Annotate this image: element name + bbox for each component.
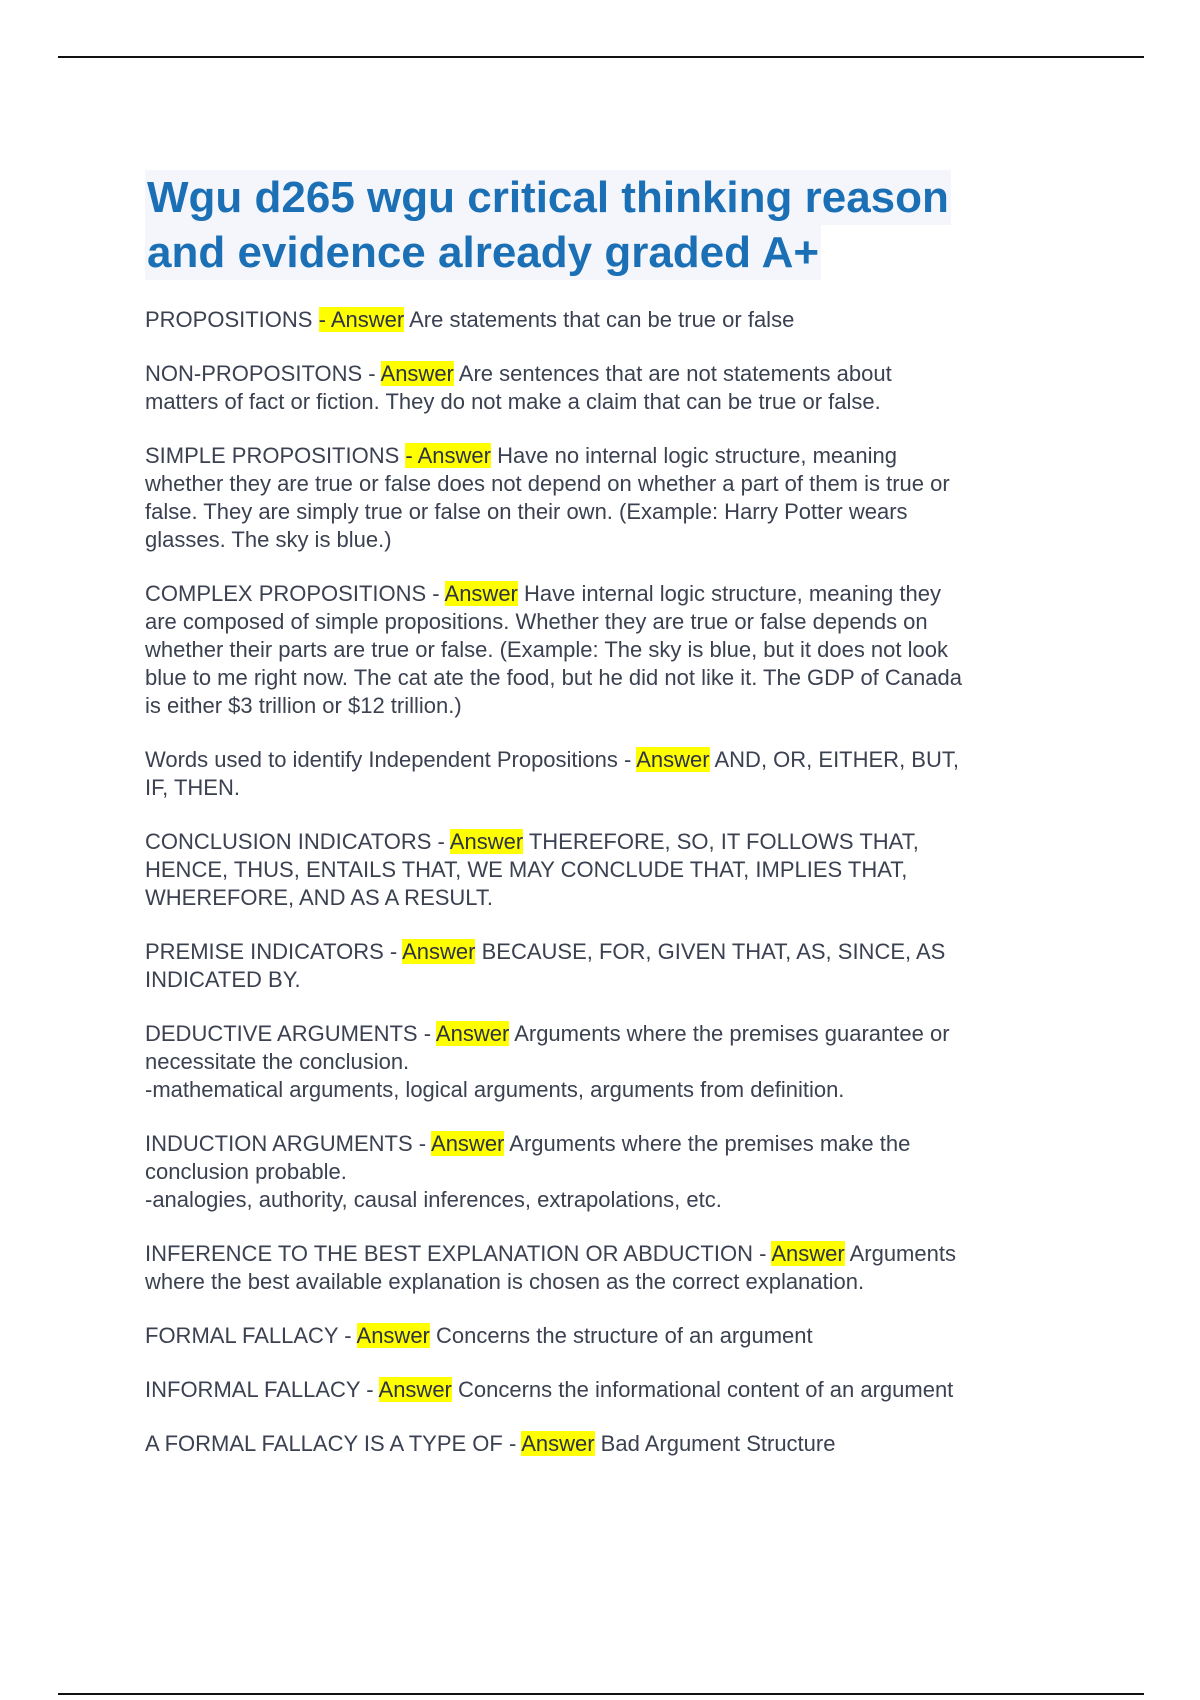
entry-term: PROPOSITIONS [145,307,319,332]
entry-term: DEDUCTIVE ARGUMENTS - [145,1021,436,1046]
answer-text: -analogies, authority, causal inferences, extrapolations, etc. [145,1187,722,1212]
qa-entry [145,306,1050,334]
answer-text: AND, OR, EITHER, BUT, [714,747,959,772]
answer-text: is either $3 trillion or $12 trillion.) [145,693,462,718]
title-line: and evidence already graded A+ [145,225,821,280]
entry-term: Words used to identify Independent Propositions - [145,747,637,772]
answer-text: BECAUSE, FOR, GIVEN THAT, AS, SINCE, AS [481,939,946,964]
answer-text: where the best available explanation is chosen as the correct explanation. [145,1269,865,1294]
entry-line [145,1376,1050,1404]
entry-term: INDUCTION ARGUMENTS - [145,1131,432,1156]
answer-highlight: Answer [431,1131,505,1156]
answer-highlight: Answer [636,747,710,772]
answer-highlight: Answer [380,361,454,386]
answer-text: Arguments [849,1241,956,1266]
answer-text: are composed of simple propositions. Whether they are true or false depends on [145,609,928,634]
entry-line [145,470,1050,498]
answer-text: blue to me right now. The cat ate the food, but he did not like it. The GDP of Canada [145,665,962,690]
answer-highlight: Answer [435,1021,510,1046]
entry-line [145,938,1050,966]
qa-entry [145,828,1050,912]
answer-text: Have no internal logic structure, meaning [497,443,897,468]
title-line: Wgu d265 wgu critical thinking reason [145,170,951,225]
entry-line [145,498,1050,526]
entry-line [145,1240,1050,1268]
entry-line [145,608,1050,636]
entry-line [145,746,1050,774]
answer-highlight: - Answer [318,307,405,332]
qa-entry [145,1430,1050,1458]
entry-line [145,1322,1050,1350]
answer-text: Concerns the structure of an argument [436,1323,813,1348]
answer-text: Arguments where the premises make the [509,1131,911,1156]
answer-text: whether they are true or false does not depend on whether a part of them is true or [145,471,950,496]
qa-entry [145,1130,1050,1214]
entry-term: CONCLUSION INDICATORS - [145,829,450,854]
entry-line [145,1268,1050,1296]
entry-line [145,360,1050,388]
entry-term: SIMPLE PROPOSITIONS [145,443,406,468]
entry-line [145,1020,1050,1048]
answer-text: conclusion probable. [145,1159,347,1184]
answer-text: IF, THEN. [145,775,240,800]
qa-entry [145,442,1050,554]
entry-line [145,1430,1050,1458]
answer-text: false. They are simply true or false on their own. (Example: Harry Potter wears [145,499,908,524]
answer-text: -mathematical arguments, logical arguments, arguments from definition. [145,1077,845,1102]
answer-highlight: Answer [402,939,476,964]
entry-line [145,774,1050,802]
qa-entry [145,746,1050,802]
answer-text: Are statements that can be true or false [409,307,795,332]
qa-entry [145,1322,1050,1350]
top-rule [58,56,1144,58]
answer-text: THEREFORE, SO, IT FOLLOWS THAT, [528,829,919,854]
qa-list [145,306,1050,1458]
qa-entry [145,938,1050,994]
entry-line [145,966,1050,994]
answer-text: glasses. The sky is blue.) [145,527,392,552]
answer-text: whether their parts are true or false. (Example: The sky is blue, but it does not look [145,637,948,662]
entry-line [145,1048,1050,1076]
qa-entry [145,1376,1050,1404]
entry-line [145,828,1050,856]
bottom-rule [58,1693,1144,1695]
answer-highlight: - Answer [405,443,491,468]
answer-text: Concerns the informational content of an argument [458,1377,954,1402]
entry-line [145,636,1050,664]
qa-entry [145,1240,1050,1296]
answer-text: Arguments where the premises guarantee or [514,1021,950,1046]
entry-line [145,526,1050,554]
entry-line [145,692,1050,720]
answer-highlight: Answer [521,1431,595,1456]
answer-text: HENCE, THUS, ENTAILS THAT, WE MAY CONCLUDE THAT, IMPLIES THAT, [145,857,908,882]
entry-term: INFERENCE TO THE BEST EXPLANATION OR ABDUCTION - [145,1241,772,1266]
entry-line [145,856,1050,884]
answer-text: Have internal logic structure, meaning they [524,581,941,606]
qa-entry [145,580,1050,720]
entry-line [145,1076,1050,1104]
document-title [145,170,1050,280]
entry-term: COMPLEX PROPOSITIONS - [145,581,445,606]
qa-entry [145,1020,1050,1104]
answer-text: necessitate the conclusion. [145,1049,410,1074]
entry-line [145,442,1050,470]
entry-line [145,664,1050,692]
entry-term: FORMAL FALLACY - [145,1323,357,1348]
answer-highlight: Answer [444,581,518,606]
entry-line [145,1130,1050,1158]
answer-highlight: Answer [378,1377,452,1402]
document-body [145,170,1050,1484]
entry-line [145,580,1050,608]
answer-highlight: Answer [771,1241,845,1266]
entry-line [145,1186,1050,1214]
answer-text: WHEREFORE, AND AS A RESULT. [145,885,494,910]
answer-highlight: Answer [356,1323,430,1348]
answer-highlight: Answer [449,829,524,854]
qa-entry [145,360,1050,416]
answer-text: matters of fact or fiction. They do not make a claim that can be true or false. [145,389,881,414]
entry-line [145,884,1050,912]
entry-term: A FORMAL FALLACY IS A TYPE OF - [145,1431,522,1456]
entry-term: PREMISE INDICATORS - [145,939,403,964]
entry-term: NON-PROPOSITONS - [145,361,381,386]
entry-line [145,1158,1050,1186]
answer-text: INDICATED BY. [145,967,301,992]
answer-text: Bad Argument Structure [600,1431,836,1456]
answer-text: Are sentences that are not statements about [458,361,892,386]
entry-line [145,388,1050,416]
entry-term: INFORMAL FALLACY - [145,1377,379,1402]
entry-line [145,306,1050,334]
